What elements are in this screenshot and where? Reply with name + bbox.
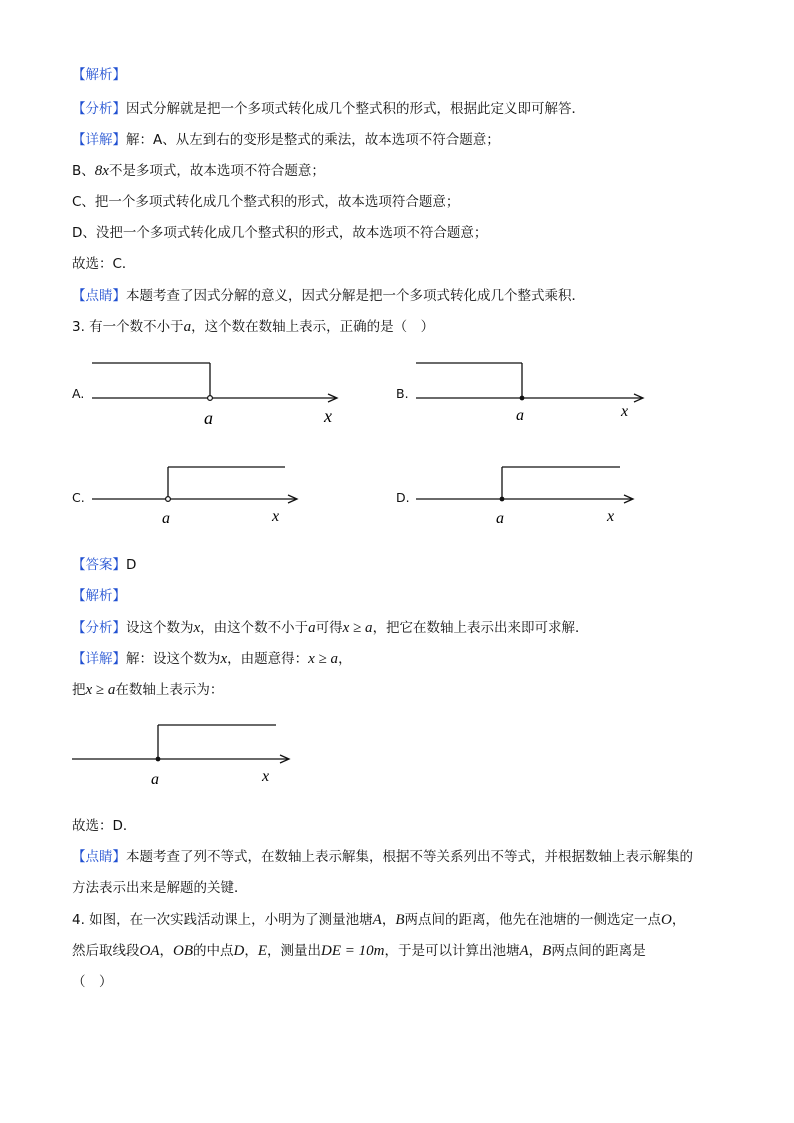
q3-choose: 故选：D． [72,818,137,834]
q3-fenxi: 【分析】设这个数为x，由这个数不小于a可得x ≥ a，把它在数轴上表示出来即可求解． [72,620,589,636]
q3-option-d-number-line [410,460,660,535]
q3-stem: 3. 有一个数不小于a，这个数在数轴上表示，正确的是（ ） [72,319,435,335]
q3-option-b-point-label: a [516,407,524,424]
q3-option-c-open-dot [166,497,171,502]
q4-stem-line3: （ ） [72,974,113,990]
q3-option-b-closed-dot [520,396,525,401]
q3-dianjing: 【点睛】本题考查了列不等式，在数轴上表示解集，根据不等关系列出不等式，并根据数轴上表示解集的 [72,849,693,865]
q3-solution-point-label: a [151,771,159,788]
q3-option-b-axis-label: x [621,403,629,420]
q2-fenxi: 【分析】因式分解就是把一个多项式转化成几个整式积的形式，根据此定义即可解答． [72,101,585,117]
q3-ba: 把x ≥ a在数轴上表示为： [72,682,224,698]
q3-option-c-point-label: a [162,510,170,527]
q4-stem-line2: 然后取线段OA，OB的中点D，E，测量出DE = 10m，于是可以计算出池塘A，B两点间的距离是 [72,943,646,959]
q3-option-d-point-label: a [496,510,504,527]
q2-line-d: D、没把一个多项式转化成几个整式积的形式，故本选项不符合题意； [72,225,488,241]
q3-option-a-axis-label: x [324,406,332,426]
q3-solution-axis-label: x [262,768,270,785]
q3-solution-number-line [66,718,306,793]
q4-stem-line1: 4. 如图，在一次实践活动课上，小明为了测量池塘A，B两点间的距离，他先在池塘的一侧选定一点O， [72,912,686,928]
q3-option-b-number-line [410,355,670,435]
q2-line-c: C、把一个多项式转化成几个整式积的形式，故本选项符合题意； [72,194,460,210]
q3-dianjing-cont: 方法表示出来是解题的关键． [72,880,248,896]
q3-option-d-label: D. [396,490,410,505]
q2-choose: 故选：C． [72,256,136,272]
q3-option-c-axis-label: x [272,508,280,525]
q3-option-d-axis-label: x [607,508,615,525]
q3-xiangjie: 【详解】解：设这个数为x，由题意得：x ≥ a， [72,651,352,667]
q3-option-b-label: B. [396,386,409,401]
q3-option-a-label: A. [72,386,85,401]
q3-option-a-point-label: a [204,408,213,428]
q3-option-a-number-line [86,355,356,435]
q2-xiangjie: 【详解】解：A、从左到右的变形是整式的乘法，故本选项不符合题意； [72,132,500,148]
q2-dianjing: 【点睛】本题考查了因式分解的意义，因式分解是把一个多项式转化成几个整式乘积． [72,288,585,304]
q3-jiexi-heading: 【解析】 [72,588,126,604]
q3-option-d-closed-dot [500,497,505,502]
q2-line-b: B、8x不是多项式，故本选项不符合题意； [72,163,325,179]
q3-option-c-number-line [86,460,326,535]
q3-option-a-open-dot [208,396,213,401]
q2-jiexi-heading: 【解析】 [72,67,126,83]
q3-solution-closed-dot [156,757,161,762]
q3-option-c-label: C. [72,490,85,505]
q3-daan: 【答案】D [72,557,137,573]
